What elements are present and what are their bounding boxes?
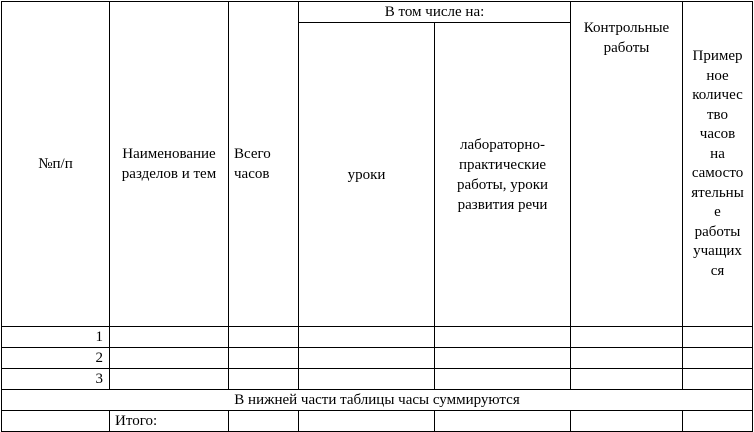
table-cell (229, 369, 299, 390)
header-independent-work-line: часов (699, 126, 736, 142)
table-cell (435, 369, 571, 390)
header-independent-work-line: Пример (692, 48, 743, 64)
header-independent-work-line: работы (694, 223, 741, 240)
header-independent-work-line: на (710, 145, 725, 162)
table-cell (683, 369, 753, 390)
row-number: 1 (2, 327, 110, 348)
row-number: 3 (2, 369, 110, 390)
table-cell (2, 411, 110, 432)
table-cell (571, 411, 683, 432)
header-including: В том числе на: (299, 2, 571, 23)
table-cell (299, 411, 435, 432)
summary-note: В нижней части таблицы часы суммируются (2, 390, 753, 411)
row-number: 2 (2, 348, 110, 369)
header-row-1 (2, 2, 753, 23)
table-cell (110, 327, 229, 348)
table-cell (571, 369, 683, 390)
table-cell (435, 348, 571, 369)
header-lessons: уроки (299, 23, 435, 327)
table-row (2, 369, 753, 390)
header-section-name: Наименование разделов и тем (110, 2, 229, 327)
header-lab-practical: лабораторно-практические работы, уроки развития речи (435, 23, 571, 327)
table-cell (571, 348, 683, 369)
table-cell (299, 369, 435, 390)
table-cell (435, 411, 571, 432)
header-independent-work-line: ятельны (691, 184, 744, 201)
table-cell (110, 348, 229, 369)
table-cell (299, 327, 435, 348)
header-independent-work-line: тво (706, 106, 729, 123)
header-independent-work (683, 2, 753, 327)
header-control-works: Контрольные работы (571, 2, 683, 327)
total-label: Итого: (110, 411, 229, 432)
header-independent-work-line: ся (710, 262, 725, 279)
table-cell (229, 327, 299, 348)
table-cell (229, 411, 299, 432)
summary-note-row (2, 390, 753, 411)
header-independent-work-line: количес (692, 87, 743, 103)
table-cell (683, 411, 753, 432)
table-cell (299, 348, 435, 369)
total-row (2, 411, 753, 432)
table-cell (435, 327, 571, 348)
header-independent-work-line: самосто (691, 165, 744, 181)
header-number: №п/п (2, 2, 110, 327)
table-row (2, 348, 753, 369)
table-row (2, 327, 753, 348)
table-cell (110, 369, 229, 390)
study-plan-table (1, 1, 753, 432)
table-cell (229, 348, 299, 369)
table-cell (683, 348, 753, 369)
table-cell (571, 327, 683, 348)
header-independent-work-line: е (714, 204, 721, 220)
header-independent-work-line: учащих (693, 243, 742, 259)
table-cell (683, 327, 753, 348)
header-independent-work-line: ное (706, 67, 729, 84)
header-total-hours: Всего часов (229, 2, 299, 327)
